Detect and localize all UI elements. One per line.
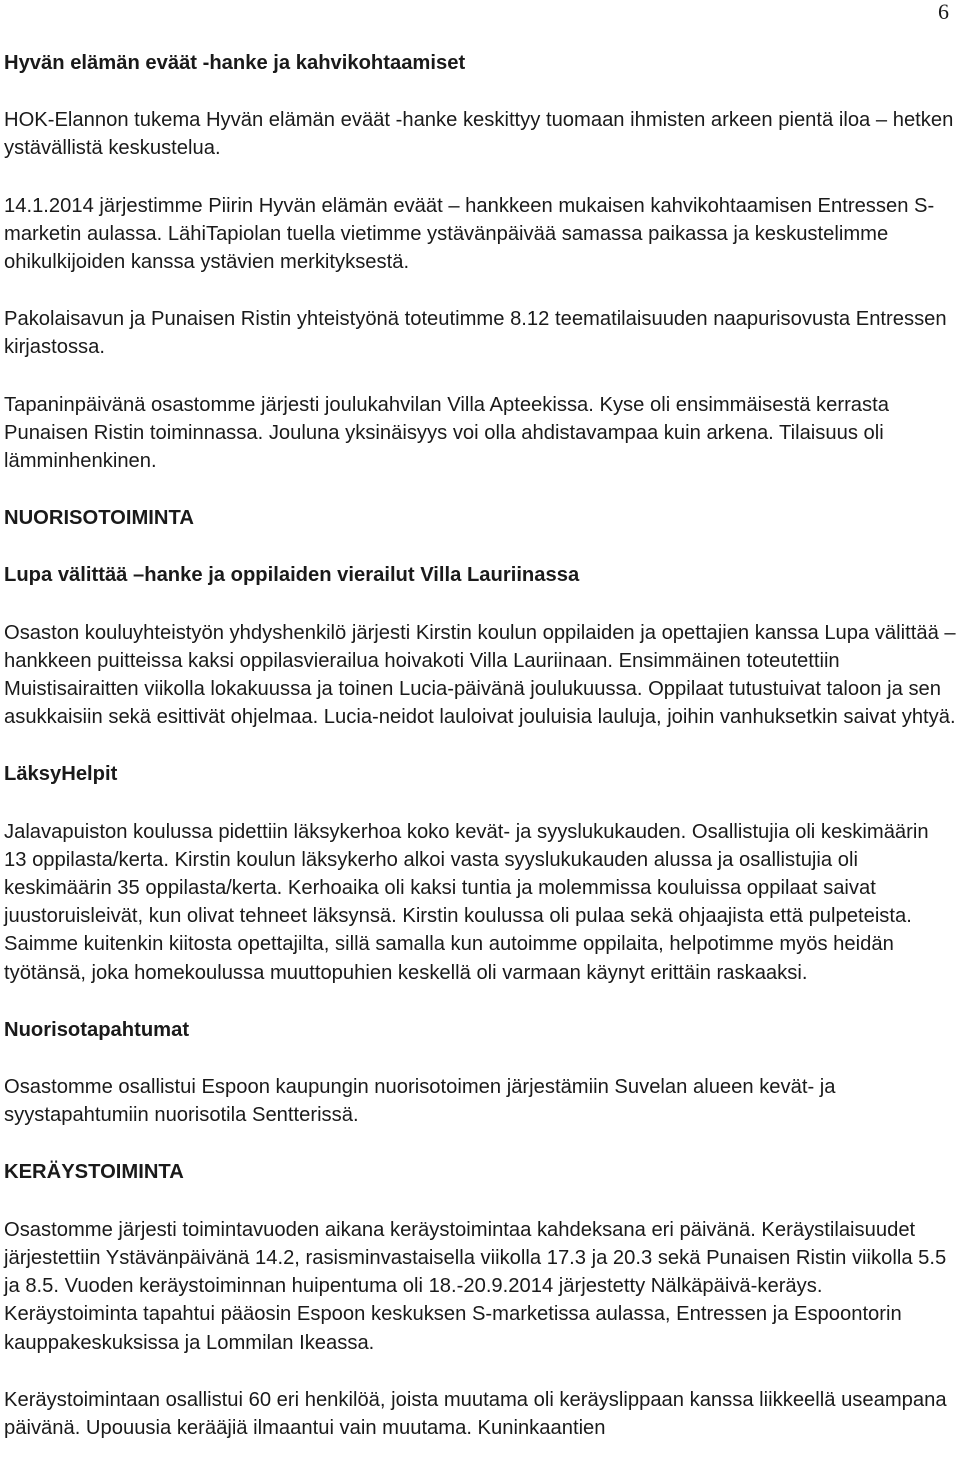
paragraph-kahvikohtaaminen: 14.1.2014 järjestimme Piirin Hyvän elämän eväät – hankkeen mukaisen kahvikohtaamisen Entressen S-marketin aulassa. LähiTapiolan tuella vietimme ystävänpäivää samassa paikassa ja keskustelimme ohikulkijoiden kanssa ystävien merkityksestä. <box>4 194 935 274</box>
paragraph-nuorisotapahtumat: Osastomme osallistui Espoon kaupungin nuorisotoimen järjestämiin Suvelan alueen kevät- ja syystapahtumiin nuorisotila Sentterissä. <box>4 1076 836 1127</box>
paragraph-hok-elanto: HOK-Elannon tukema Hyvän elämän eväät -hanke keskittyy tuomaan ihmisten arkeen pientä iloa – hetken ystävällistä keskustelua. <box>4 109 954 160</box>
paragraph-joulukahvila: Tapaninpäivänä osastomme järjesti joulukahvilan Villa Apteekissa. Kyse oli ensimmäisestä kerrasta Punaisen Ristin toiminnassa. Jouluna yksinäisyys voi olla ahdistavampaa kuin arkena. Tilaisuus oli lämminhenkinen. <box>4 393 889 473</box>
paragraph-laksyhelpit: Jalavapuiston koulussa pidettiin läksykerhoa koko kevät- ja syyslukukauden. Osallistujia oli keskimäärin 13 oppilasta/kerta. Kirstin koulun läksykerho alkoi vasta syyslukukauden alussa ja osallistujia oli keskimäärin 35 oppilasta/kerta. Kerhoaika oli kaksi tuntia ja molemmissa kouluissa oppilaat saivat juustoruisleivät, kun olivat tehneet läksynsä. Kirstin koulussa oli pulaa sekä ohjaajista että pulpeteista. Saimme kuitenkin kiitosta opettajilta, sillä samalla kun autoimme oppilaita, helpotimme myös heidän työtänsä, joka homekoulussa muuttopuhien keskellä oli varmaan käynyt erittäin raskaaksi. <box>4 820 929 984</box>
section-heading-nuorisotoiminta: NUORISOTOIMINTA <box>4 507 194 530</box>
paragraph-keraystoiminta: Osastomme järjesti toimintavuoden aikana keräystoimintaa kahdeksana eri päivänä. Keräystilaisuudet järjestettiin Ystävänpäivänä 14.2, rasisminvastaisella viikolla 17.3 ja 20.3 sekä Punaisen Ristin viikolla 5.5 ja 8.5. Vuoden keräystoiminnan huipentuma oli 18.-20.9.2014 järjestetty Nälkäpäivä-keräys. Keräystoiminta tapahtui pääosin Espoon keskuksen S-marketissa aulassa, Entressen ja Espoontorin kauppakeskuksissa ja Lommilan Ikeassa. <box>4 1218 947 1354</box>
paragraph-kerääjät: Keräystoimintaan osallistui 60 eri henkilöä, joista muutama oli keräyslippaan kanssa liikkeellä useampana päivänä. Upouusia kerääjiä ilmaantui vain muutama. Kuninkaantien <box>4 1388 947 1439</box>
subheading-laksyhelpit: LäksyHelpit <box>4 763 118 786</box>
paragraph-lupa-valittaa: Osaston kouluyhteistyön yhdyshenkilö järjesti Kirstin koulun oppilaiden ja opettajien kanssa Lupa välittää –hankkeen puitteissa kaksi oppilasvierailua hoivakoti Villa Lauriinaan. Ensimmäinen toteutettiin Muistisairaitten viikolla lokakuussa ja toinen Lucia-päivänä joulukuussa. Oppilaat tutustuivat taloon ja sen asukkaisiin sekä esittivät ohjelmaa. Lucia-neidot lauloivat jouluisia lauluja, joihin vanhuksetkin saivat yhtyä. <box>4 621 956 729</box>
document-body <box>4 49 956 1442</box>
section-heading-keraystoiminta: KERÄYSTOIMINTA <box>4 1161 184 1184</box>
page-number: 6 <box>938 0 949 24</box>
section-heading-hyvan-elaman-evaat: Hyvän elämän eväät -hanke ja kahvikohtaamiset <box>4 52 466 74</box>
subheading-lupa-valittaa: Lupa välittää –hanke ja oppilaiden vierailut Villa Lauriinassa <box>4 564 580 587</box>
paragraph-pakolaisapu: Pakolaisavun ja Punaisen Ristin yhteistyönä toteutimme 8.12 teematilaisuuden naapurisovusta Entressen kirjastossa. <box>4 308 947 359</box>
subheading-nuorisotapahtumat: Nuorisotapahtumat <box>4 1018 190 1041</box>
